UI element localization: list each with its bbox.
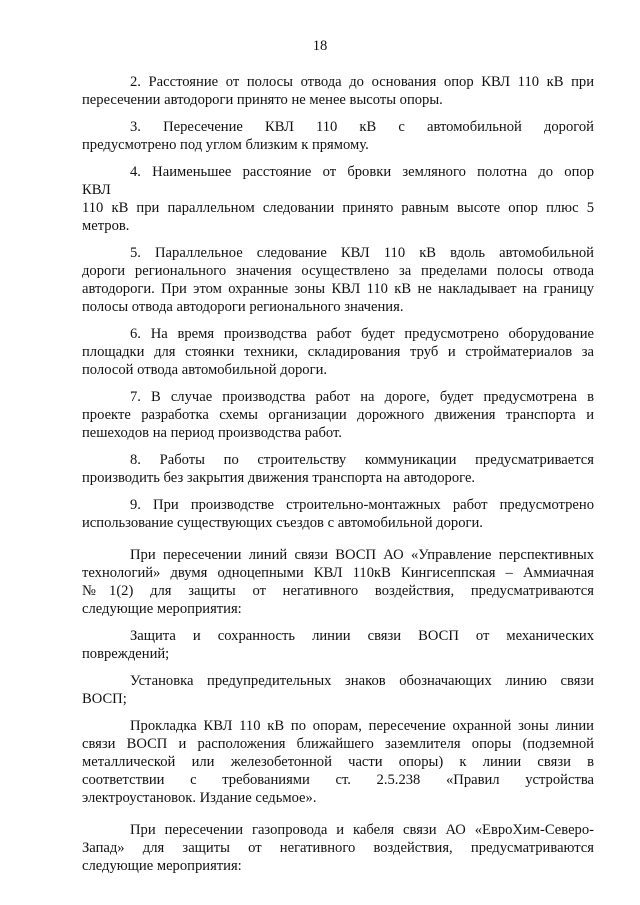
paragraph-line: связи ВОСП и расположения ближайшего заземлителя опоры (подземной [82, 736, 594, 752]
paragraph-line: автодороги. При этом охранные зоны КВЛ 110 кВ не накладывает на границу [82, 281, 594, 297]
page-number: 18 [312, 38, 328, 54]
paragraph-line: Защита и сохранность линии связи ВОСП от механических [130, 628, 594, 644]
paragraph [82, 672, 594, 708]
paragraph [82, 244, 594, 316]
paragraph-line: технологий» двумя одноцепными КВЛ 110кВ Кингисеппская – Аммиачная [82, 565, 594, 581]
paragraph-line: повреждений; [82, 646, 170, 662]
paragraph [82, 546, 594, 618]
paragraph-line: №1(2) для защиты от негативного воздействия, предусматриваются [82, 583, 594, 599]
paragraph-line: электроустановок. Издание седьмое». [82, 790, 317, 806]
paragraph-line: КВЛ [82, 182, 111, 198]
paragraph [82, 496, 594, 532]
paragraph [82, 73, 594, 109]
paragraph-line: производить без закрытия движения транспорта на автодороге. [82, 470, 476, 486]
paragraph-line: соответствии с требованиями ст. 2.5.238 «Правил устройства [82, 772, 594, 788]
paragraph-line: 6. На время производства работ будет предусмотрено оборудование [130, 326, 594, 342]
paragraph-line: следующие мероприятия: [82, 601, 242, 617]
paragraph [82, 821, 594, 875]
paragraph [82, 627, 594, 663]
paragraph-line: пересечении автодороги принято не менее высоты опоры. [82, 92, 443, 108]
paragraph-line: ВОСП; [82, 691, 127, 707]
paragraph-line: 110 кВ при параллельном следовании принято равным высоте опор плюс 5 [82, 200, 594, 216]
paragraph-line: Прокладка КВЛ 110 кВ по опорам, пересечение охранной зоны линии [130, 718, 594, 734]
paragraph-line: проекте разработка схемы организации дорожного движения транспорта и [82, 407, 594, 423]
paragraph-line: При пересечении газопровода и кабеля связи АО «ЕвроХим-Северо- [130, 822, 594, 838]
paragraph-line: Установка предупредительных знаков обозначающих линию связи [130, 673, 594, 689]
paragraph-line: 2. Расстояние от полосы отвода до основания опор КВЛ 110 кВ при [130, 74, 594, 90]
paragraph-line: При пересечении линий связи ВОСП АО «Управление перспективных [130, 547, 594, 563]
paragraph-line: металлической или железобетонной части опоры) к линии связи в [82, 754, 594, 770]
paragraph-line: полосой отвода автомобильной дороги. [82, 362, 328, 378]
paragraph-line: использование существующих съездов с автомобильной дороги. [82, 515, 483, 531]
paragraph-line: 4. Наименьшее расстояние от бровки земляного полотна до опор [130, 164, 594, 180]
paragraph [82, 388, 594, 442]
paragraph-line: метров. [82, 218, 130, 234]
paragraph-line: 3. Пересечение КВЛ 110 кВ с автомобильной дорогой [130, 119, 594, 135]
paragraph-line: полосы отвода автодороги регионального значения. [82, 299, 404, 315]
paragraph [82, 118, 594, 154]
paragraph-line: Запад» для защиты от негативного воздействия, предусматриваются [82, 840, 594, 856]
paragraph-line: дороги регионального значения осуществлено за пределами полосы отвода [82, 263, 594, 279]
paragraph-line: 8. Работы по строительству коммуникации предусматривается [130, 452, 594, 468]
paragraph-line: 5. Параллельное следование КВЛ 110 кВ вдоль автомобильной [130, 245, 594, 261]
paragraph [82, 451, 594, 487]
paragraph [82, 717, 594, 807]
document-body [82, 73, 594, 875]
paragraph-line: пешеходов на период производства работ. [82, 425, 342, 441]
paragraph-line: следующие мероприятия: [82, 858, 242, 874]
paragraph-line: предусмотрено под углом близким к прямому. [82, 137, 369, 153]
paragraph-line: 9. При производстве строительно-монтажных работ предусмотрено [130, 497, 594, 513]
paragraph [82, 163, 594, 235]
paragraph-line: 7. В случае производства работ на дороге, будет предусмотрена в [130, 389, 594, 405]
paragraph-line: площадки для стоянки техники, складирования труб и стройматериалов за [82, 344, 594, 360]
paragraph [82, 325, 594, 379]
